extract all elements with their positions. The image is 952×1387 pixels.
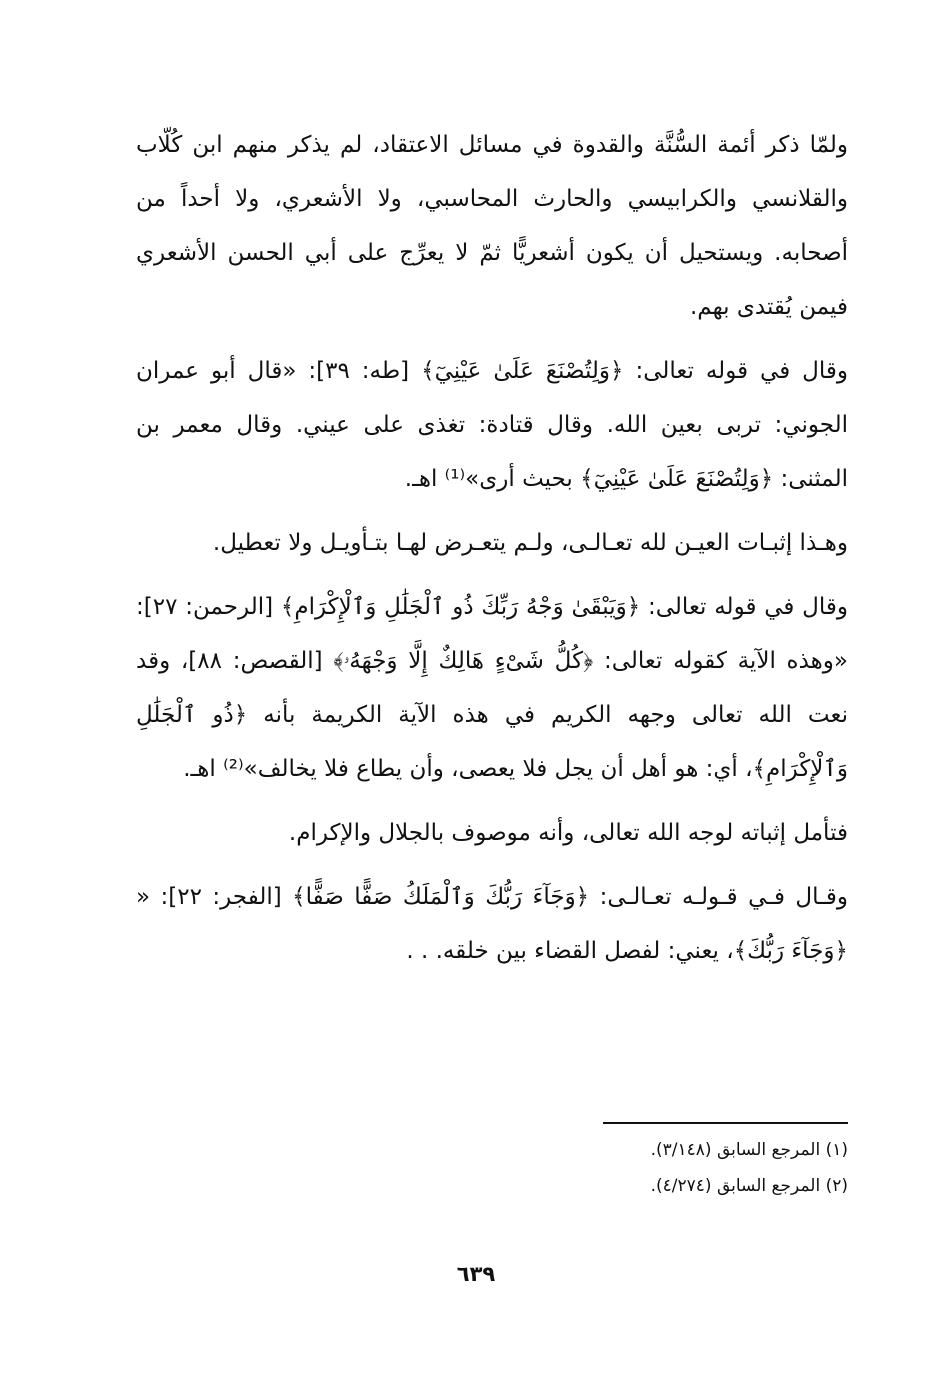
page-number: ٦٣٩ [456,1262,496,1286]
paragraph-2: وقال في قوله تعالى: ﴿وَلِتُصْنَعَ عَلَىٰ عَيْنِيٓ﴾ [طه: ٣٩]: «قال أبو عمران الجوني: تربى بعين الله. وقال قتادة: تغذى على عيني. وقال معمر بن المثنى: ﴿وَلِتُصْنَعَ عَلَىٰ عَيْنِيٓ﴾ بحيث أرى»⁽¹⁾ اهـ. [136,358,848,492]
footnote-divider [603,1122,848,1124]
footnote-2: (٢) المرجع السابق (٤/٢٧٤). [650,1176,848,1196]
paragraph-4: وقال في قوله تعالى: ﴿وَيَبْقَىٰ وَجْهُ رَبِّكَ ذُو ٱلْجَلَٰلِ وَٱلْإِكْرَامِ﴾ [الرحمن: ٢٧]: «وهذه الآية كقوله تعالى: ﴿كُلُّ شَىْءٍ هَالِكٌ إِلَّا وَجْهَهُۥ﴾ [القصص: ٨٨]، وقد نعت الله تعالى وجهه الكريم في هذه الآية الكريمة بأنه ﴿ذُو ٱلْجَلَٰلِ وَٱلْإِكْرَامِ﴾، أي: هو أهل أن يجل فلا يعصى، وأن يطاع فلا يخالف»⁽²⁾ اهـ. [136,594,848,782]
paragraph-1: ولمّا ذكر أئمة السُّنَّة والقدوة في مسائل الاعتقاد، لم يذكر منهم ابن كُلّاب والقلانسي والكرابيسي والحارث المحاسبي، ولا الأشعري، ولا أحداً من أصحابه. ويستحيل أن يكون أشعريًّا ثمّ لا يعرِّج على أبي الحسن الأشعري فيمن يُقتدى بهم. [136,132,848,320]
paragraph-5: فتأمل إثباته لوجه الله تعالى، وأنه موصوف بالجلال والإكرام. [288,820,848,846]
paragraph-6: وقـال فـي قـولـه تعـالـى: ﴿وَجَآءَ رَبُّكَ وَٱلْمَلَكُ صَفًّا صَفًّا﴾ [الفجر: ٢٢]: « ﴿وَجَآءَ رَبُّكَ﴾، يعني: لفصل القضاء بين خلقه. . . [136,884,848,964]
footnote-1: (١) المرجع السابق (٣/١٤٨). [650,1140,848,1160]
main-text [136,118,848,978]
paragraph-3: وهـذا إثبـات العيـن لله تعـالـى، ولـم يتعـرض لهـا بتـأويـل ولا تعطيل. [212,530,848,556]
footnotes [136,1122,848,1204]
